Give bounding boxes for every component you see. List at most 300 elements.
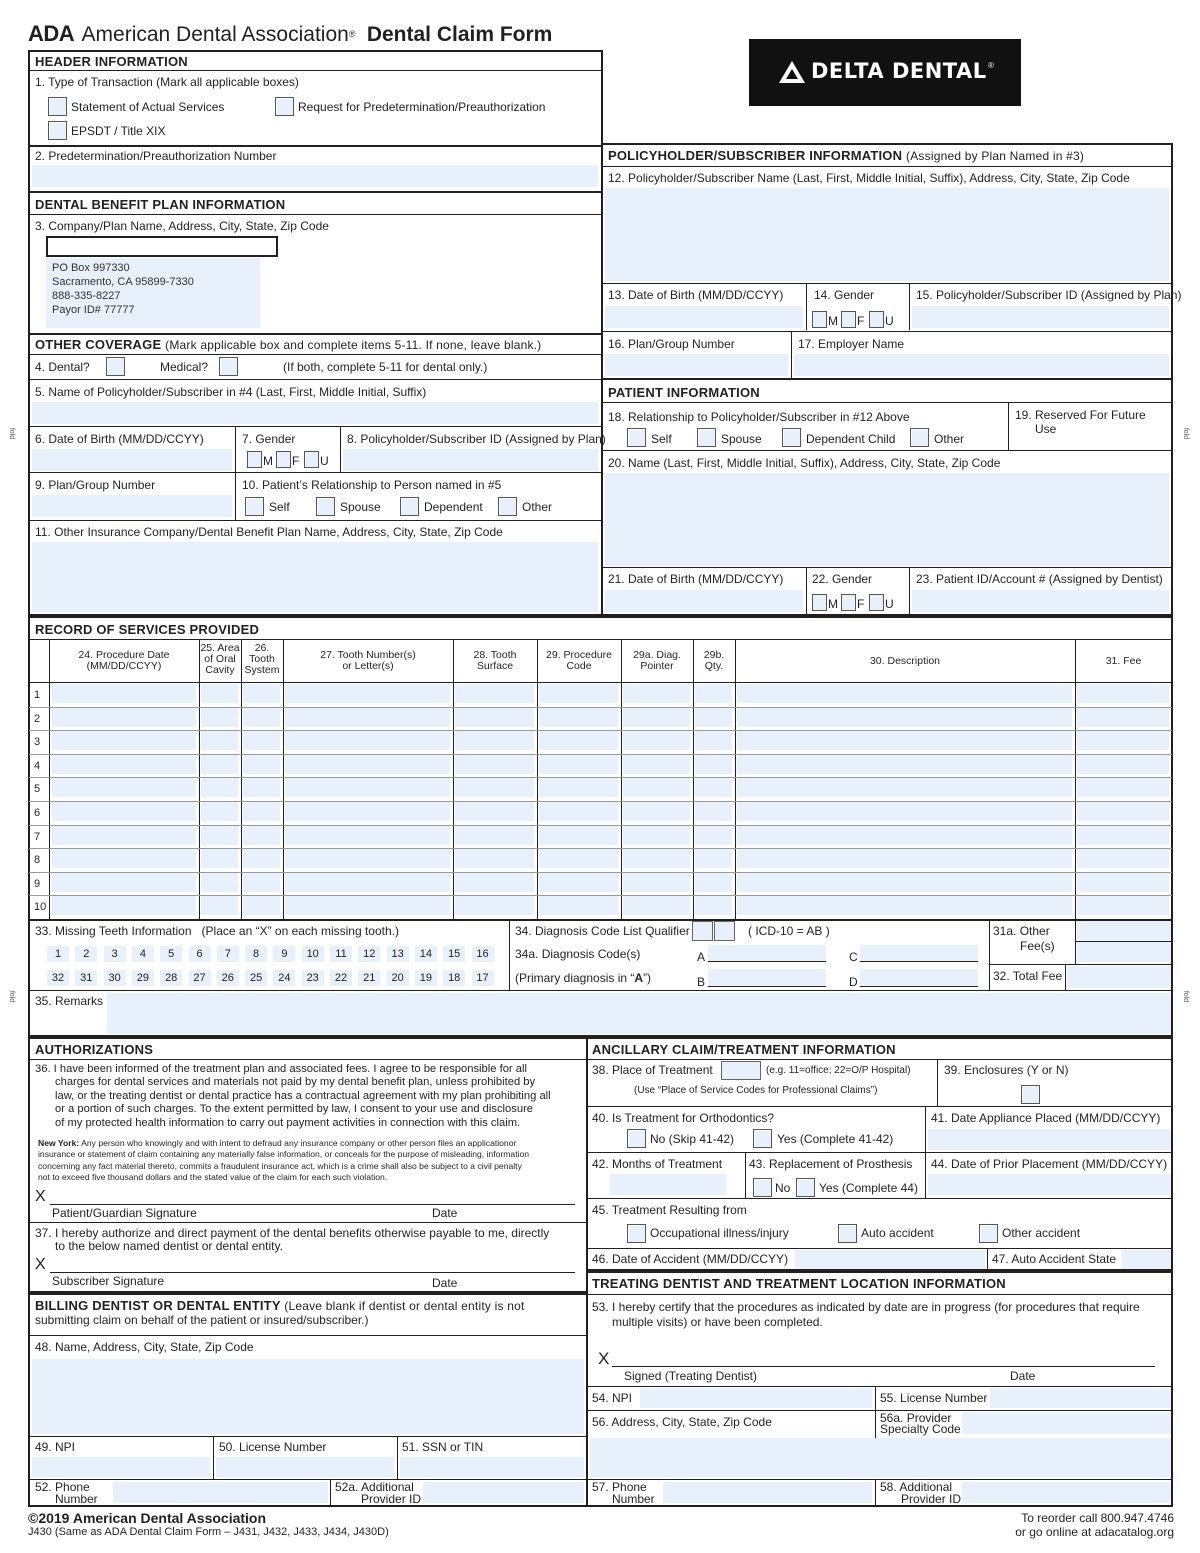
service-cell[interactable] (285, 684, 450, 703)
service-cell[interactable] (695, 708, 732, 727)
fold-mark-left-top: fold (8, 427, 16, 440)
appliance-date-field[interactable] (928, 1129, 1171, 1150)
service-cell[interactable] (1077, 896, 1169, 915)
patient-name-field[interactable] (605, 473, 1169, 566)
tooth-number[interactable]: 4 (132, 946, 154, 962)
tooth-number[interactable]: 15 (443, 946, 465, 962)
predetermination-label: Request for Predetermination/Preauthorization (298, 100, 546, 114)
rel10-dependent-checkbox[interactable] (400, 497, 419, 516)
item56a-label: 56a. Provider (880, 1411, 952, 1425)
service-cell[interactable] (1077, 731, 1169, 750)
item46-label: 46. Date of Accident (MM/DD/CCYY) (592, 1252, 789, 1266)
item37-line: to the below named dentist or dental entity. (55, 1239, 283, 1253)
service-cell[interactable] (623, 778, 690, 797)
item33-text: 33. Missing Teeth Information (35, 924, 192, 938)
enclosures-field[interactable] (1021, 1085, 1040, 1104)
service-cell[interactable] (455, 849, 534, 868)
treating-signature-line[interactable] (612, 1366, 1155, 1367)
service-cell[interactable] (539, 802, 618, 821)
service-row-number: 5 (34, 783, 41, 796)
item49-label: 49. NPI (35, 1440, 76, 1454)
col27-line2: or Letter(s) (342, 660, 394, 672)
medical-checkbox[interactable] (219, 357, 238, 376)
subscriber-gender-f-checkbox[interactable] (841, 311, 856, 328)
rel18-dependent-checkbox[interactable] (782, 428, 801, 447)
service-cell[interactable] (695, 802, 732, 821)
subscriber-group-number-field[interactable] (605, 354, 788, 376)
item52a-label: 52a. Additional (335, 1480, 414, 1494)
service-cell[interactable] (695, 731, 732, 750)
billing-note-line2: submitting claim on behalf of the patient or insured/subscriber.) (35, 1313, 369, 1327)
service-cell[interactable] (285, 849, 450, 868)
service-cell[interactable] (52, 755, 196, 774)
service-cell[interactable] (243, 708, 280, 727)
service-cell[interactable] (1077, 873, 1169, 892)
service-cell[interactable] (285, 708, 450, 727)
treating-address-field[interactable] (590, 1438, 1171, 1477)
item4-dental-label: 4. Dental? (35, 360, 90, 374)
service-cell[interactable] (455, 896, 534, 915)
plan-address (52, 261, 194, 317)
tooth-number[interactable]: 23 (302, 970, 324, 986)
service-cell[interactable] (243, 755, 280, 774)
item36-text (35, 1063, 583, 1130)
tooth-number[interactable]: 27 (189, 970, 211, 986)
billing-section-title (35, 1298, 524, 1313)
item55-label: 55. License Number (880, 1391, 988, 1405)
service-cell[interactable] (201, 731, 238, 750)
rel18-other-checkbox[interactable] (910, 428, 929, 447)
tooth-number[interactable]: 8 (245, 946, 267, 962)
patient-dob-field[interactable] (605, 590, 803, 612)
qualifier-field-1[interactable] (692, 921, 713, 941)
service-cell[interactable] (243, 802, 280, 821)
ortho-no-checkbox[interactable] (627, 1129, 646, 1148)
diagnosis-b-field[interactable] (708, 969, 826, 987)
item15-label: 15. Policyholder/Subscriber ID (Assigned by Plan) (916, 288, 1182, 302)
service-cell[interactable] (243, 873, 280, 892)
rel10-other-checkbox[interactable] (498, 497, 517, 516)
item57-label-line2: Number (612, 1492, 655, 1506)
tooth-number[interactable]: 31 (75, 970, 97, 986)
gender-u-label: U (320, 454, 329, 468)
tooth-number[interactable]: 28 (160, 970, 182, 986)
item13-label: 13. Date of Birth (MM/DD/CCYY) (608, 288, 784, 302)
item33-label (35, 925, 399, 938)
auth-section-title: AUTHORIZATIONS (35, 1042, 154, 1057)
auto-accident-checkbox[interactable] (838, 1224, 857, 1243)
tooth-number[interactable]: 1 (47, 946, 69, 962)
copyright: ©2019 American Dental Association (28, 1510, 267, 1526)
accident-date-field[interactable] (795, 1250, 985, 1269)
item14-label: 14. Gender (814, 288, 875, 302)
statement-checkbox[interactable] (48, 97, 67, 116)
service-cell[interactable] (455, 802, 534, 821)
subscriber-signature-line[interactable] (50, 1272, 575, 1273)
epsdt-checkbox[interactable] (48, 121, 67, 140)
col29b-line2: Qty. (704, 660, 724, 672)
tooth-number[interactable]: 20 (387, 970, 409, 986)
item36-line: 36. I have been informed of the treatment plan and associated fees. I agree to be responsible for all (35, 1063, 527, 1075)
service-cell[interactable] (737, 826, 1072, 845)
service-cell[interactable] (737, 684, 1072, 703)
treating-phone-field[interactable] (663, 1482, 872, 1503)
service-cell[interactable] (455, 708, 534, 727)
col26-line3: System (244, 664, 280, 676)
ny-line (38, 1138, 586, 1149)
service-row-number: 3 (34, 736, 41, 749)
service-cell[interactable] (455, 731, 534, 750)
service-cell[interactable] (623, 708, 690, 727)
service-cell[interactable] (243, 896, 280, 915)
registered-mark: ® (348, 29, 356, 39)
total-fee-field[interactable] (1067, 966, 1171, 988)
other-insurance-field[interactable] (32, 542, 598, 612)
occupational-label: Occupational illness/injury (650, 1226, 789, 1240)
diagnosis-a-field[interactable] (708, 945, 826, 962)
other-coverage-title (35, 337, 541, 352)
tooth-number[interactable]: 10 (302, 946, 324, 962)
item56-label: 56. Address, City, State, Zip Code (592, 1415, 772, 1429)
item1-label: 1. Type of Transaction (Mark all applicable boxes) (35, 75, 299, 89)
service-row-number: 7 (34, 830, 41, 843)
col26-header (241, 643, 283, 676)
service-cell[interactable] (455, 684, 534, 703)
tooth-number[interactable]: 14 (415, 946, 437, 962)
col29b-header (693, 650, 735, 672)
col29a-line1: 29a. Diag. (633, 649, 681, 661)
service-cell[interactable] (52, 708, 196, 727)
col29b-line1: 29b. (703, 649, 725, 661)
service-cell[interactable] (285, 731, 450, 750)
occupational-checkbox[interactable] (627, 1224, 646, 1243)
primary-note-post: ”) (643, 971, 652, 985)
service-cell[interactable] (623, 873, 690, 892)
service-cell[interactable] (695, 873, 732, 892)
item57-label: 57. Phone (592, 1480, 647, 1494)
tooth-number[interactable]: 19 (415, 970, 437, 986)
form-number: J430 (Same as ADA Dental Claim Form – J431, J432, J433, J434, J430D) (28, 1526, 389, 1538)
rel18-self-checkbox[interactable] (627, 428, 646, 447)
service-cell[interactable] (539, 873, 618, 892)
qualifier-field-2[interactable] (714, 921, 735, 941)
tooth-number[interactable]: 5 (160, 946, 182, 962)
service-cell[interactable] (1077, 684, 1169, 703)
service-cell[interactable] (1077, 708, 1169, 727)
tooth-number[interactable]: 9 (273, 946, 295, 962)
service-cell[interactable] (623, 802, 690, 821)
service-cell[interactable] (737, 778, 1072, 797)
service-cell[interactable] (737, 896, 1072, 915)
item4-medical-label: Medical? (160, 360, 209, 374)
item44-label: 44. Date of Prior Placement (MM/DD/CCYY) (931, 1157, 1168, 1171)
col28-header (453, 650, 537, 672)
item16-label: 16. Plan/Group Number (608, 337, 735, 351)
header-section-title: HEADER INFORMATION (35, 54, 188, 69)
service-cell[interactable] (52, 896, 196, 915)
service-cell[interactable] (737, 731, 1072, 750)
remarks-field[interactable] (107, 993, 1171, 1034)
subscriber-dob-field[interactable] (605, 306, 803, 328)
col24-line2: (MM/DD/CCYY) (86, 660, 162, 672)
patient-gender-m-checkbox[interactable] (812, 594, 827, 611)
service-cell[interactable] (52, 684, 196, 703)
service-cell[interactable] (737, 802, 1072, 821)
reorder-web: or go online at adacatalog.org (1015, 1525, 1174, 1539)
service-cell[interactable] (539, 684, 618, 703)
service-cell[interactable] (243, 778, 280, 797)
logo-registered-mark: ® (988, 61, 994, 70)
diagnosis-d-field[interactable] (860, 969, 978, 987)
billing-phone-field[interactable] (113, 1482, 328, 1503)
item52-label: 52. Phone (35, 1480, 90, 1494)
item9-label: 9. Plan/Group Number (35, 478, 156, 492)
service-cell[interactable] (695, 755, 732, 774)
service-cell[interactable] (539, 708, 618, 727)
place-of-treatment-field[interactable] (721, 1061, 761, 1080)
tooth-number[interactable]: 25 (245, 970, 267, 986)
service-cell[interactable] (1077, 802, 1169, 821)
prosthesis-yes-checkbox[interactable] (796, 1178, 815, 1197)
address-line: 888-335-8227 (52, 290, 121, 302)
service-row-number: 10 (34, 901, 47, 914)
accident-state-field[interactable] (1122, 1250, 1171, 1269)
service-cell[interactable] (243, 849, 280, 868)
subscriber-gender-m-checkbox[interactable] (812, 311, 827, 328)
service-cell[interactable] (623, 826, 690, 845)
service-cell[interactable] (539, 778, 618, 797)
service-cell[interactable] (201, 755, 238, 774)
dental-checkbox[interactable] (106, 357, 125, 376)
other-gender-m-checkbox[interactable] (247, 451, 262, 468)
reorder-phone: To reorder call 800.947.4746 (1021, 1511, 1174, 1525)
service-cell[interactable] (201, 778, 238, 797)
rel10-self-checkbox[interactable] (245, 497, 264, 516)
auto-accident-label: Auto accident (861, 1226, 934, 1240)
treating-license-field[interactable] (990, 1388, 1171, 1408)
tooth-number[interactable]: 16 (472, 946, 494, 962)
tooth-number[interactable]: 12 (358, 946, 380, 962)
service-cell[interactable] (623, 849, 690, 868)
service-cell[interactable] (285, 826, 450, 845)
treating-additional-id-field[interactable] (962, 1482, 1171, 1503)
tooth-number[interactable]: 26 (217, 970, 239, 986)
prosthesis-no-checkbox[interactable] (753, 1178, 772, 1197)
diagnosis-c-field[interactable] (860, 945, 978, 962)
service-cell[interactable] (455, 873, 534, 892)
tooth-number[interactable]: 30 (104, 970, 126, 986)
form-title (28, 20, 552, 51)
other-dob-field[interactable] (32, 449, 232, 471)
billing-npi-field[interactable] (32, 1457, 210, 1477)
service-cell[interactable] (243, 684, 280, 703)
ortho-yes-checkbox[interactable] (753, 1129, 772, 1148)
service-cell[interactable] (1077, 755, 1169, 774)
services-section-title: RECORD OF SERVICES PROVIDED (35, 622, 260, 637)
col26-line1: 26. (254, 642, 270, 654)
service-cell[interactable] (695, 849, 732, 868)
service-cell[interactable] (539, 849, 618, 868)
service-cell[interactable] (243, 826, 280, 845)
service-cell[interactable] (1077, 778, 1169, 797)
tooth-number[interactable]: 3 (104, 946, 126, 962)
service-cell[interactable] (201, 708, 238, 727)
item54-label: 54. NPI (592, 1391, 633, 1405)
rel18-self-label: Self (651, 432, 672, 446)
service-cell[interactable] (201, 684, 238, 703)
service-cell[interactable] (623, 684, 690, 703)
service-cell[interactable] (52, 802, 196, 821)
service-cell[interactable] (539, 826, 618, 845)
service-cell[interactable] (695, 778, 732, 797)
item19-label-line2: Use (1035, 422, 1057, 436)
service-cell[interactable] (201, 849, 238, 868)
service-cell[interactable] (285, 873, 450, 892)
address-line: PO Box 997330 (52, 262, 130, 274)
ortho-yes-label: Yes (Complete 41-42) (777, 1132, 894, 1146)
service-cell[interactable] (455, 778, 534, 797)
rel18-spouse-checkbox[interactable] (697, 428, 716, 447)
item35-label: 35. Remarks (35, 994, 104, 1008)
service-cell[interactable] (243, 731, 280, 750)
tooth-number[interactable]: 7 (217, 946, 239, 962)
tooth-number[interactable]: 18 (443, 970, 465, 986)
patient-gender-u-checkbox[interactable] (869, 594, 884, 611)
service-cell[interactable] (285, 778, 450, 797)
service-cell[interactable] (623, 896, 690, 915)
treating-signature-date-label: Date (1010, 1369, 1036, 1383)
tooth-number[interactable]: 29 (132, 970, 154, 986)
statement-label: Statement of Actual Services (71, 100, 225, 114)
billing-additional-id-field[interactable] (423, 1482, 584, 1503)
billing-address-field[interactable] (32, 1359, 584, 1434)
plan-section-title: DENTAL BENEFIT PLAN INFORMATION (35, 197, 286, 212)
item12-label: 12. Policyholder/Subscriber Name (Last, First, Middle Initial, Suffix), Address, City, State, Zip Code (608, 171, 1130, 185)
other-gender-f-checkbox[interactable] (276, 451, 291, 468)
tooth-number[interactable]: 6 (189, 946, 211, 962)
tooth-number[interactable]: 17 (472, 970, 494, 986)
service-cell[interactable] (539, 896, 618, 915)
specialty-code-field[interactable] (962, 1412, 1171, 1434)
service-cell[interactable] (285, 755, 450, 774)
service-cell[interactable] (52, 731, 196, 750)
service-cell[interactable] (623, 755, 690, 774)
tooth-number[interactable]: 13 (387, 946, 409, 962)
employer-name-field[interactable] (794, 354, 1169, 376)
tooth-number[interactable]: 2 (75, 946, 97, 962)
service-cell[interactable] (695, 826, 732, 845)
service-cell[interactable] (201, 896, 238, 915)
item6-label: 6. Date of Birth (MM/DD/CCYY) (35, 432, 204, 446)
col24-line1: 24. Procedure Date (78, 649, 170, 661)
delta-dental-logo (749, 39, 1021, 106)
ortho-no-label: No (Skip 41-42) (650, 1132, 735, 1146)
subscriber-gender-u-checkbox[interactable] (869, 311, 884, 328)
tooth-number[interactable]: 21 (358, 970, 380, 986)
treating-npi-field[interactable] (640, 1388, 872, 1408)
subscriber-id-field[interactable] (912, 306, 1169, 328)
service-cell[interactable] (1077, 826, 1169, 845)
other-group-number-field[interactable] (32, 495, 232, 517)
service-cell[interactable] (201, 873, 238, 892)
service-cell[interactable] (539, 731, 618, 750)
service-cell[interactable] (455, 755, 534, 774)
primary-note-a: A (634, 971, 644, 985)
service-cell[interactable] (539, 755, 618, 774)
tooth-number[interactable]: 24 (273, 970, 295, 986)
col28-line1: 28. Tooth (473, 649, 517, 661)
subscriber-name-field[interactable] (605, 188, 1169, 281)
tooth-number[interactable]: 11 (330, 946, 352, 962)
patient-section-title: PATIENT INFORMATION (608, 385, 760, 400)
other-subscriber-name-field[interactable] (32, 402, 598, 424)
billing-note: (Leave blank if dentist or dental entity is not (284, 1299, 525, 1313)
service-cell[interactable] (695, 684, 732, 703)
tooth-number[interactable]: 32 (47, 970, 69, 986)
billing-ssn-field[interactable] (400, 1457, 584, 1477)
service-cell[interactable] (1077, 849, 1169, 868)
fold-mark-right-top: fold (1182, 427, 1190, 440)
col28-line2: Surface (476, 660, 514, 672)
col29-header (537, 650, 621, 672)
service-cell[interactable] (623, 731, 690, 750)
other-gender-u-checkbox[interactable] (304, 451, 319, 468)
rel10-spouse-checkbox[interactable] (316, 497, 335, 516)
address-line: Sacramento, CA 95899-7330 (52, 276, 194, 288)
service-cell[interactable] (455, 826, 534, 845)
service-cell[interactable] (52, 778, 196, 797)
gender-u-label: U (885, 597, 894, 611)
billing-license-field[interactable] (216, 1457, 394, 1477)
other-subscriber-id-field[interactable] (343, 449, 598, 471)
service-cell[interactable] (737, 849, 1072, 868)
service-cell[interactable] (285, 896, 450, 915)
service-cell[interactable] (201, 826, 238, 845)
subscriber-signature-x: X (35, 1256, 46, 1273)
service-cell[interactable] (737, 873, 1072, 892)
item38-label: 38. Place of Treatment (592, 1063, 713, 1077)
patient-account-field[interactable] (912, 590, 1169, 612)
months-of-treatment-field[interactable] (610, 1174, 726, 1195)
service-cell[interactable] (52, 849, 196, 868)
service-cell[interactable] (737, 755, 1072, 774)
predetermination-checkbox[interactable] (275, 97, 294, 116)
plan-name-field[interactable] (46, 236, 278, 257)
predetermination-number-field[interactable] (32, 165, 598, 187)
item8-label: 8. Policyholder/Subscriber ID (Assigned by Plan) (347, 432, 606, 446)
service-cell[interactable] (201, 802, 238, 821)
other-accident-checkbox[interactable] (979, 1224, 998, 1243)
patient-signature-line[interactable] (50, 1204, 575, 1205)
service-cell[interactable] (52, 826, 196, 845)
service-cell[interactable] (52, 873, 196, 892)
item34a-label: 34a. Diagnosis Code(s) (515, 947, 641, 961)
service-cell[interactable] (737, 708, 1072, 727)
subscriber-signature-label: Subscriber Signature (52, 1274, 165, 1288)
prior-placement-date-field[interactable] (928, 1174, 1171, 1195)
patient-gender-f-checkbox[interactable] (841, 594, 856, 611)
item31a-label: 31a. Other (993, 924, 1050, 938)
item52a-label-line2: Provider ID (361, 1492, 422, 1506)
col31-header: 31. Fee (1105, 655, 1142, 667)
item36-line: law, or the treating dentist or dental practice has a contractual agreement with my plan prohibiting all (55, 1089, 551, 1102)
patient-signature-label: Patient/Guardian Signature (52, 1206, 197, 1220)
tooth-number[interactable]: 22 (330, 970, 352, 986)
service-cell[interactable] (695, 896, 732, 915)
service-cell[interactable] (285, 802, 450, 821)
other-accident-label: Other accident (1002, 1226, 1081, 1240)
fold-mark-right-bottom: fold (1182, 990, 1190, 1003)
